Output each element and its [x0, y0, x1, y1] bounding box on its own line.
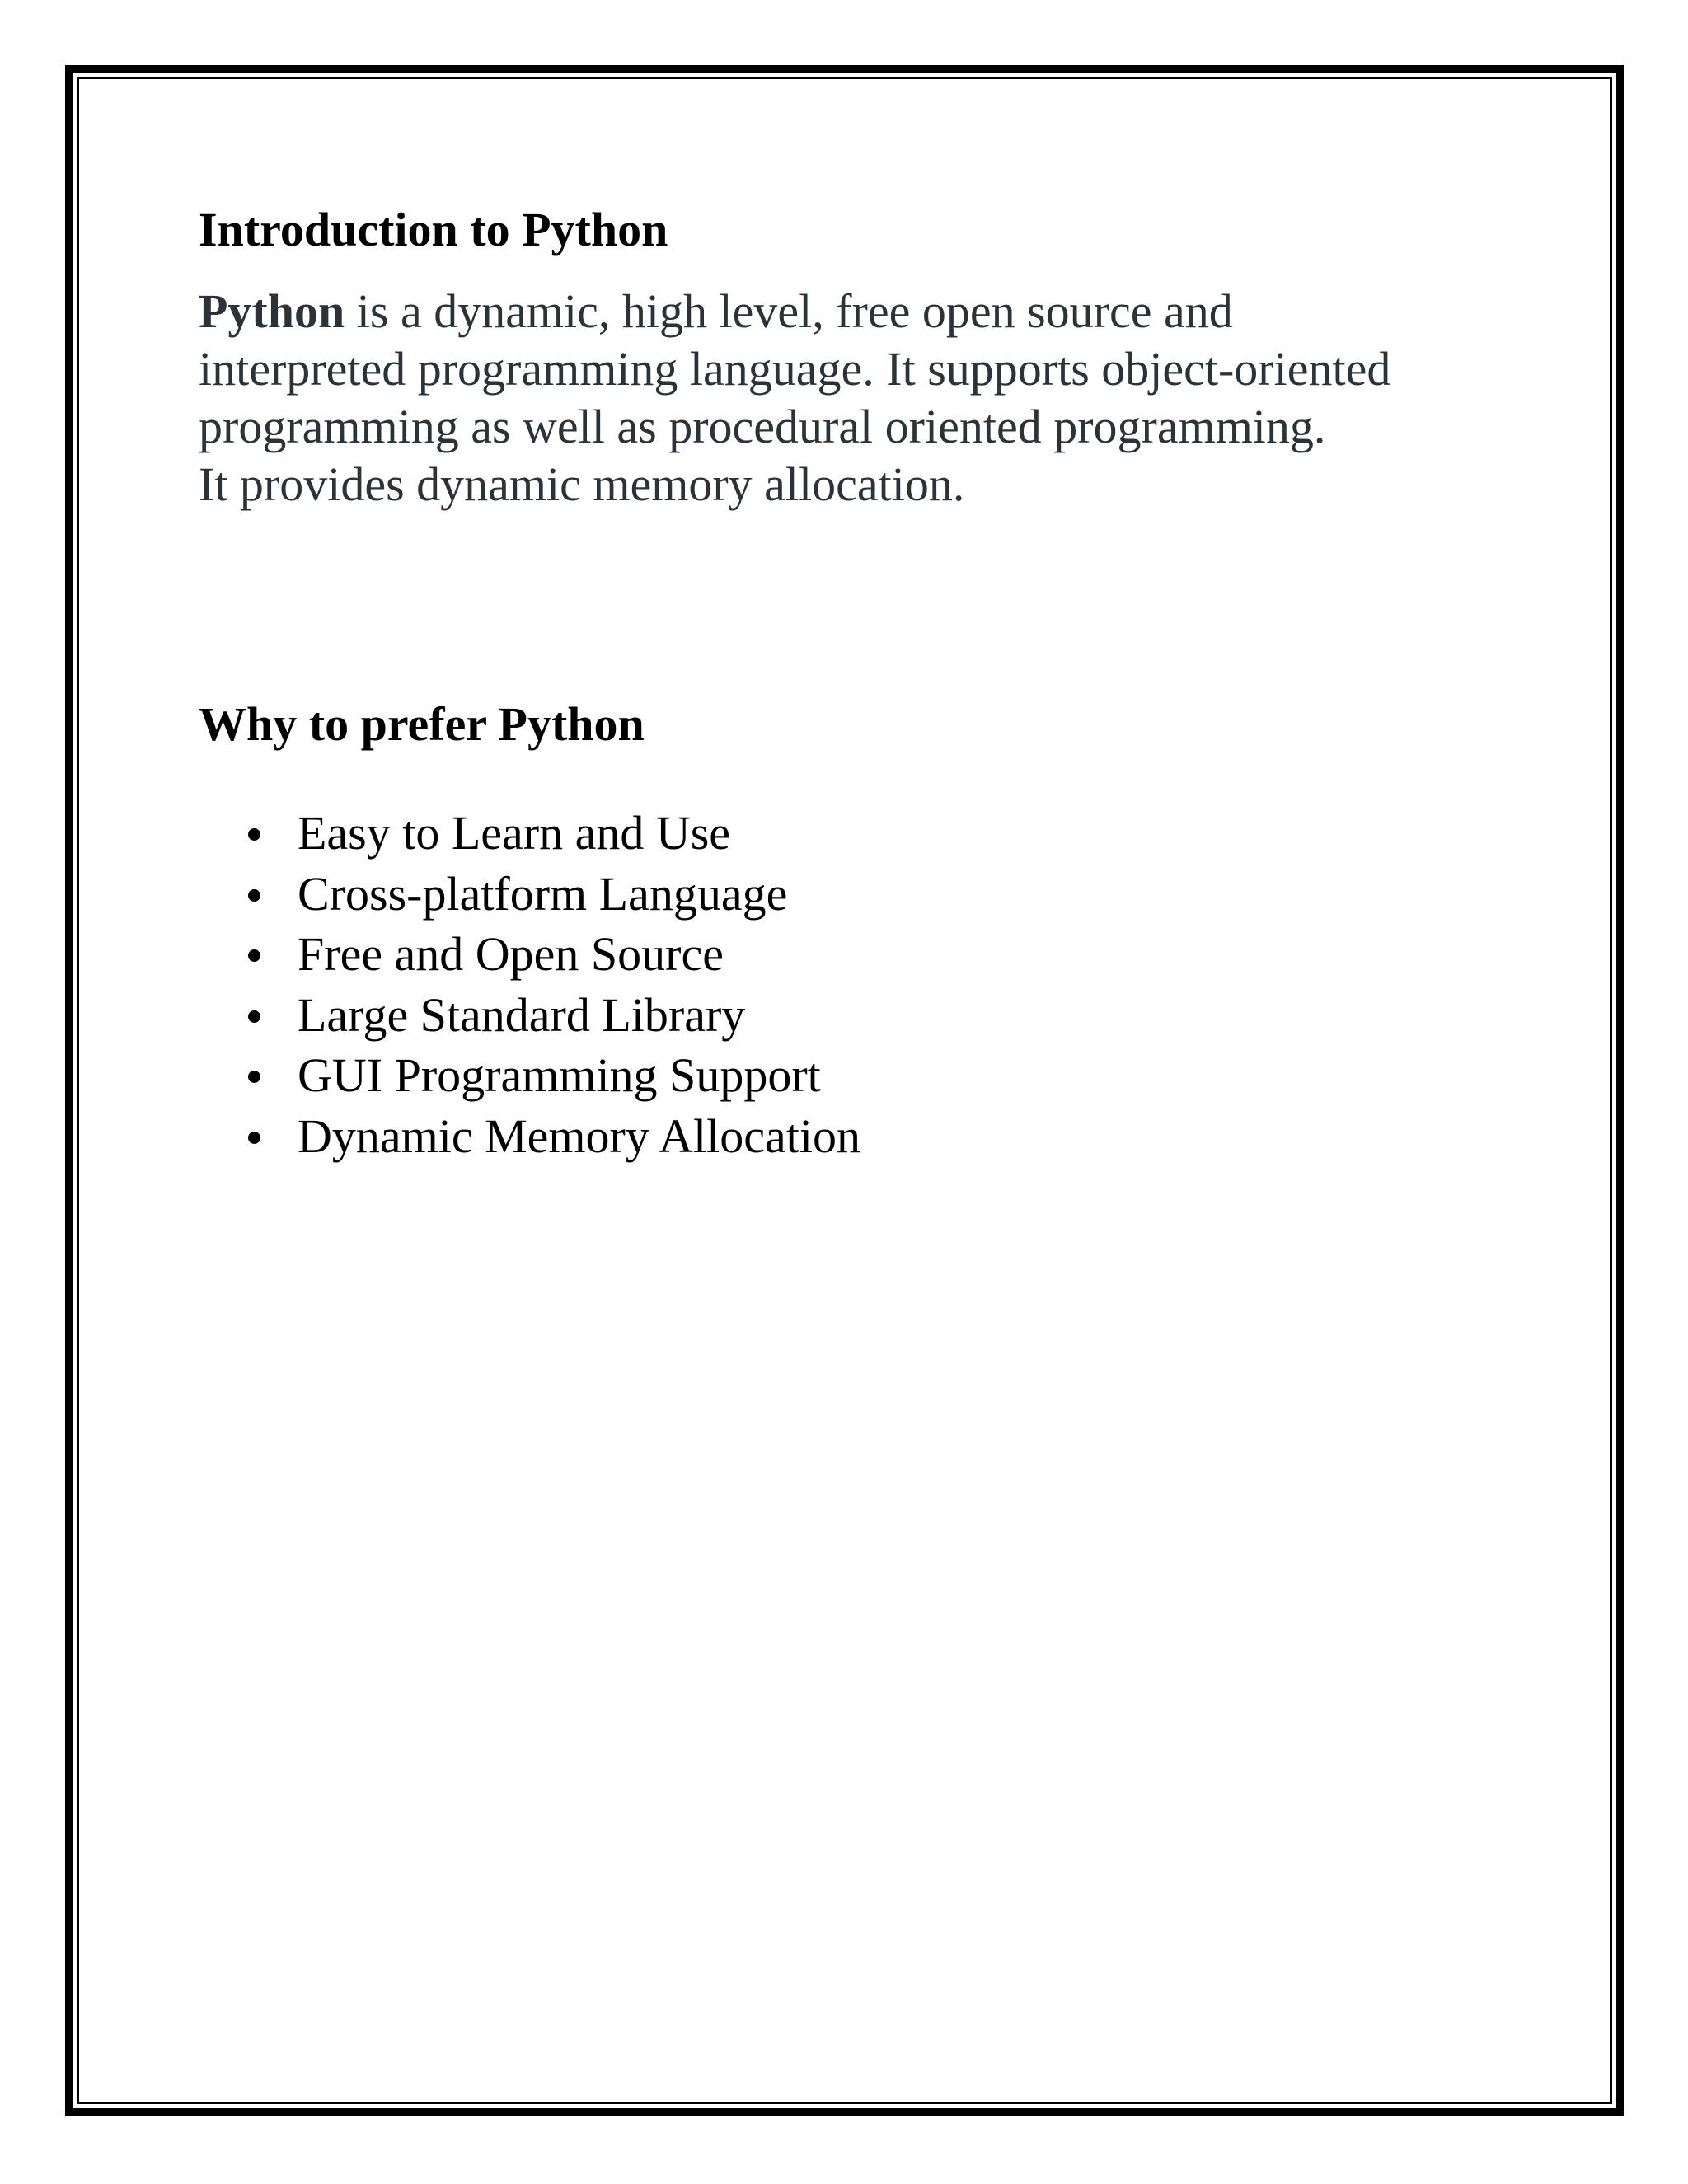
list-item-text: GUI Programming Support: [298, 1048, 821, 1102]
intro-paragraph: [199, 283, 1534, 513]
list-item-text: Free and Open Source: [298, 927, 724, 981]
list-item-text: Easy to Learn and Use: [298, 806, 731, 860]
list-item-text: Dynamic Memory Allocation: [298, 1108, 860, 1163]
bullet-icon: [248, 1071, 260, 1083]
intro-line-2: interpreted programming language. It supports object-oriented: [199, 342, 1391, 396]
intro-line-1: [199, 283, 1534, 340]
bullet-icon: [248, 949, 260, 962]
why-heading: Why to prefer Python: [199, 697, 645, 751]
bullet-icon: [248, 828, 260, 841]
list-item-text: Large Standard Library: [298, 987, 746, 1042]
intro-line-4: It provides dynamic memory allocation.: [199, 457, 965, 511]
list-item-text: Cross-platform Language: [298, 866, 788, 921]
python-bold-term: Python: [199, 284, 345, 338]
intro-heading: Introduction to Python: [199, 203, 668, 256]
bullet-icon: [248, 1010, 260, 1023]
intro-line-3: programming as well as procedural oriented programming.: [199, 400, 1326, 453]
bullet-icon: [248, 889, 260, 902]
intro-line-1-rest: is a dynamic, high level, free open source and: [345, 284, 1233, 338]
bullet-icon: [248, 1132, 260, 1144]
